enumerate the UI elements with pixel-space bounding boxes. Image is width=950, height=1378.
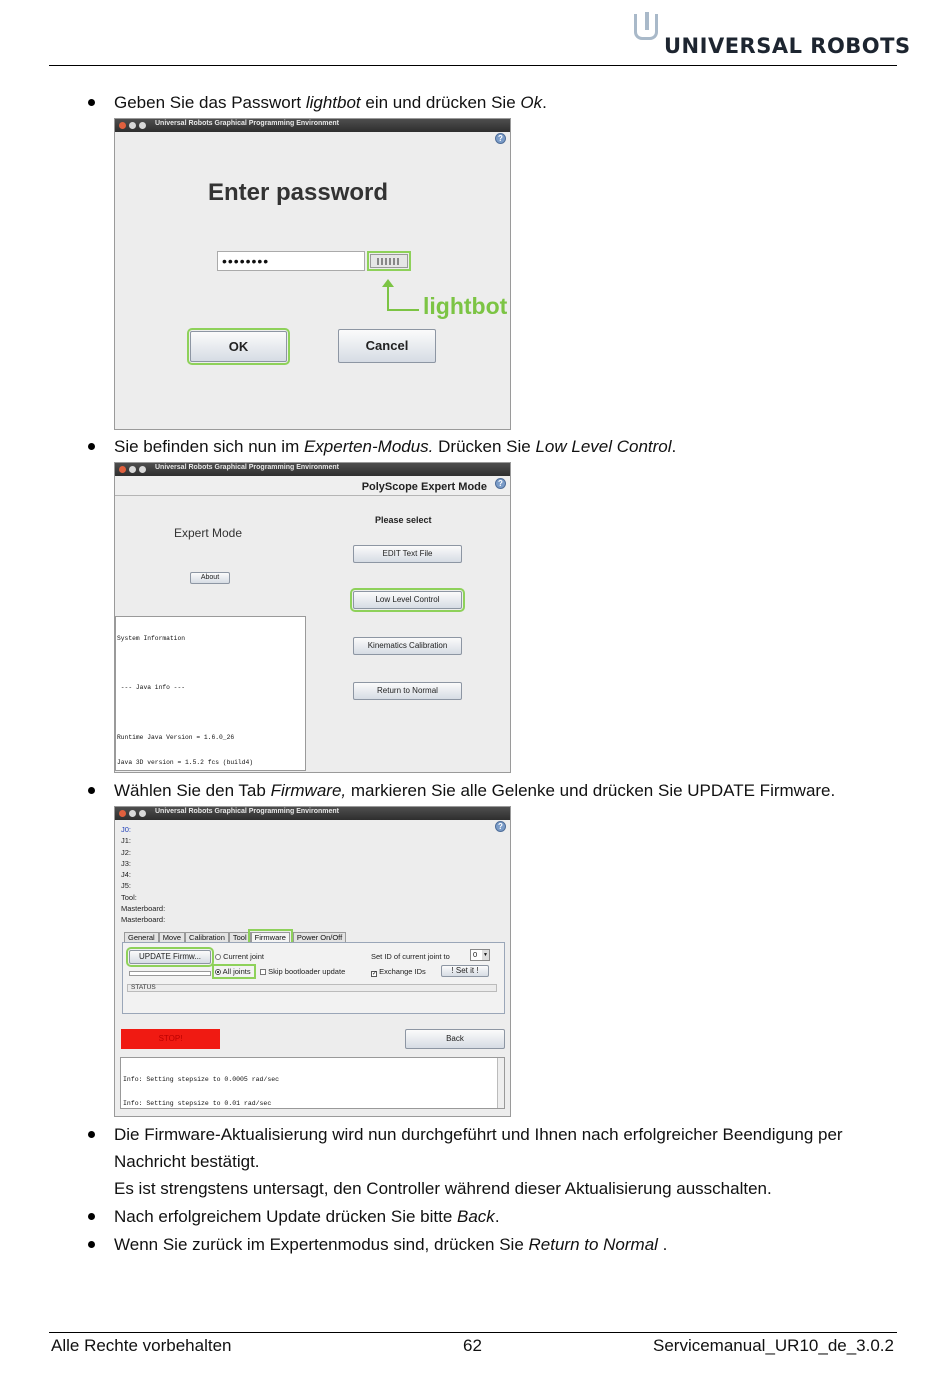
instruction-2: Sie befinden sich nun im Experten-Modus. Drücken Sie Low Level Control.: [114, 437, 677, 456]
instruction-5: Nach erfolgreichem Update drücken Sie bitte Back.: [114, 1207, 500, 1226]
firmware-screenshot: [114, 806, 511, 1117]
checkbox-icon: [260, 969, 266, 975]
joint-list: [121, 824, 165, 926]
skip-bootloader-option[interactable]: [260, 967, 345, 976]
ok-button[interactable]: OK: [190, 331, 287, 362]
window-title: Universal Robots Graphical Programming Environment: [155, 120, 339, 127]
log-scrollbar[interactable]: [497, 1058, 504, 1108]
chevron-down-icon: ▼: [483, 952, 488, 958]
help-icon[interactable]: ?: [495, 478, 506, 489]
minimize-icon[interactable]: [129, 466, 136, 473]
footer-rights: Alle Rechte vorbehalten: [51, 1336, 232, 1355]
bullet-dot: [88, 1241, 95, 1248]
tab-general[interactable]: General: [124, 932, 159, 942]
tab-power[interactable]: Power On/Off: [293, 932, 346, 942]
close-icon[interactable]: [119, 466, 126, 473]
low-level-control-button[interactable]: Low Level Control: [353, 591, 462, 609]
update-firmware-button[interactable]: UPDATE Firmw...: [129, 950, 211, 964]
annotation-arrow-head: [382, 279, 394, 287]
status-field: STATUS: [127, 984, 497, 992]
sysinfo-line: Java 3D version = 1.5.2 fcs (build4): [117, 759, 254, 767]
maximize-icon[interactable]: [139, 122, 146, 129]
window-title: Universal Robots Graphical Programming Environment: [155, 808, 339, 815]
radio-icon: [215, 954, 221, 960]
joint-label: J3:: [121, 858, 132, 868]
return-to-normal-button[interactable]: Return to Normal: [353, 682, 462, 700]
annotation-arrow-tail: [387, 309, 419, 311]
current-joint-label: Current joint: [223, 952, 264, 961]
sysinfo-line: --- Java info ---: [117, 684, 186, 692]
page-number: 62: [463, 1336, 482, 1355]
maximize-icon[interactable]: [139, 810, 146, 817]
joint-label: Masterboard:: [121, 904, 166, 914]
sysinfo-line: [117, 659, 304, 667]
expert-header-title: PolyScope Expert Mode: [361, 481, 487, 493]
expert-header-bar: [115, 476, 510, 496]
tab-tool[interactable]: Tool: [229, 932, 251, 942]
log-line: Info: Setting stepsize to 0.0005 rad/sec: [123, 1075, 280, 1083]
tab-move[interactable]: Move: [159, 932, 185, 942]
tab-firmware[interactable]: Firmware: [251, 932, 290, 942]
instruction-4-line1: Die Firmware-Aktualisierung wird nun durchgeführt und Ihnen nach erfolgreicher Beendigung per: [114, 1125, 843, 1144]
edit-text-file-button[interactable]: EDIT Text File: [353, 545, 462, 563]
bullet-dot: [88, 787, 95, 794]
close-icon[interactable]: [119, 122, 126, 129]
current-joint-option[interactable]: [215, 952, 264, 961]
joint-label: J1:: [121, 836, 132, 846]
firmware-panel: [122, 942, 505, 1014]
maximize-icon[interactable]: [139, 466, 146, 473]
password-annotation: lightbot: [423, 293, 508, 319]
password-input[interactable]: ••••••••: [217, 251, 365, 271]
keyboard-button[interactable]: [370, 254, 408, 268]
all-joints-label: All joints: [222, 967, 251, 976]
minimize-icon[interactable]: [129, 122, 136, 129]
window-titlebar: [115, 463, 510, 476]
kinematics-calibration-button[interactable]: Kinematics Calibration: [353, 637, 462, 655]
footer-rule: [49, 1332, 897, 1333]
progress-bar: [129, 971, 211, 976]
joint-label: J2:: [121, 847, 132, 857]
about-button[interactable]: About: [190, 572, 230, 584]
expert-mode-screenshot: [114, 462, 511, 773]
checkbox-checked-icon: ✓: [372, 971, 378, 977]
minimize-icon[interactable]: [129, 810, 136, 817]
document-id: Servicemanual_UR10_de_3.0.2: [653, 1336, 894, 1355]
set-it-button[interactable]: ! Set it !: [441, 965, 489, 977]
joint-label: Masterboard:: [121, 915, 166, 925]
log-line: Info: Setting stepsize to 0.01 rad/sec: [123, 1100, 272, 1108]
please-select-label: Please select: [375, 515, 432, 525]
sysinfo-line: [117, 709, 304, 717]
cancel-button[interactable]: Cancel: [338, 329, 436, 363]
joint-id-select[interactable]: [470, 949, 490, 961]
instruction-6: Wenn Sie zurück im Expertenmodus sind, drücken Sie Return to Normal .: [114, 1235, 668, 1254]
brand-wordmark: UNIVERSAL ROBOTS: [664, 34, 911, 58]
joint-label: J5:: [121, 881, 132, 891]
tab-bar: [124, 932, 346, 942]
back-button[interactable]: Back: [405, 1029, 505, 1049]
expert-mode-label: Expert Mode: [174, 526, 243, 540]
window-title: Universal Robots Graphical Programming Environment: [155, 464, 339, 471]
bullet-dot: [88, 1131, 95, 1138]
instruction-4-line3: Es ist strengstens untersagt, den Controller während dieser Aktualisierung ausschalten.: [114, 1179, 772, 1198]
all-joints-option[interactable]: [215, 967, 253, 976]
header-rule: [49, 65, 897, 66]
help-icon[interactable]: ?: [495, 133, 506, 144]
sysinfo-line: System Information: [117, 634, 186, 642]
bullet-dot: [88, 1213, 95, 1220]
instruction-1: Geben Sie das Passwort lightbot ein und drücken Sie Ok.: [114, 93, 547, 112]
bullet-dot: [88, 443, 95, 450]
window-titlebar: [115, 119, 510, 132]
bullet-dot: [88, 99, 95, 106]
set-id-label: Set ID of current joint to: [371, 952, 450, 961]
sysinfo-line: Runtime Java Version = 1.6.0_26: [117, 734, 235, 742]
keyboard-icon: [377, 258, 401, 265]
instruction-4-line2: Nachricht bestätigt.: [114, 1152, 260, 1171]
enter-password-heading: Enter password: [208, 179, 389, 206]
radio-selected-icon: [215, 969, 221, 975]
log-panel: [120, 1057, 505, 1109]
annotation-arrow-shaft: [387, 285, 389, 311]
help-icon[interactable]: ?: [495, 821, 506, 832]
window-titlebar: [115, 807, 510, 820]
password-screenshot: [114, 118, 511, 430]
joint-label: J4:: [121, 870, 132, 880]
instruction-3: Wählen Sie den Tab Firmware, markieren Sie alle Gelenke und drücken Sie UPDATE Firmware.: [114, 781, 836, 800]
skip-bootloader-label: Skip bootloader update: [268, 967, 346, 976]
joint-label: Tool:: [121, 892, 137, 902]
close-icon[interactable]: [119, 810, 126, 817]
exchange-ids-option[interactable]: [371, 967, 426, 977]
system-info-panel: [115, 616, 306, 771]
stop-button[interactable]: STOP!: [121, 1029, 220, 1049]
ur-logo-icon: [634, 14, 658, 40]
tab-calibration[interactable]: Calibration: [185, 932, 229, 942]
exchange-ids-label: Exchange IDs: [379, 967, 426, 976]
joint-id-value: 0: [473, 950, 478, 959]
joint-label: J0:: [121, 825, 132, 834]
